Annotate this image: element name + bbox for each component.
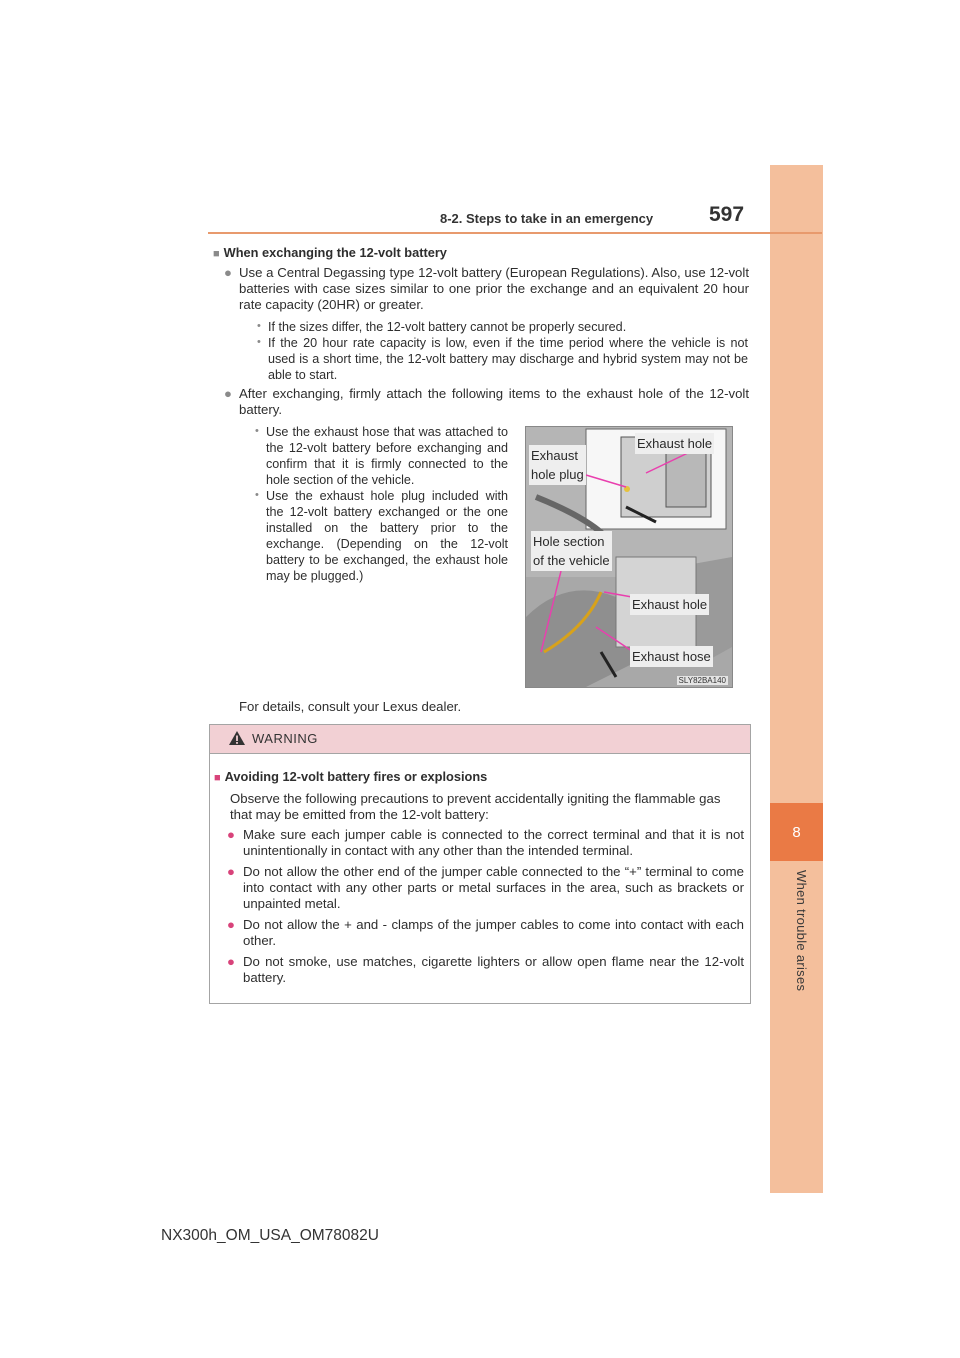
chapter-number-tab[interactable] xyxy=(770,803,823,861)
warning-item: Do not allow the other end of the jumper cable connected to the “+” terminal to come into contact with any other parts or metal surfaces in the area, such as brackets or unpainted metal. xyxy=(243,864,744,912)
chapter-label: When trouble arises xyxy=(794,870,809,992)
document-id: NX300h_OM_USA_OM78082U xyxy=(161,1227,379,1244)
label-exhaust-hole-top: Exhaust hole xyxy=(635,433,714,454)
chapter-number: 8 xyxy=(792,823,801,841)
dot-bullet-icon: • xyxy=(255,425,259,437)
header-rule xyxy=(208,232,822,234)
sub-bullet-text: If the 20 hour rate capacity is low, even if the time period where the vehicle is not used is a short time, the 12-volt battery may discharge and hybrid system may not be able to start. xyxy=(268,336,748,382)
warning-item: Make sure each jumper cable is connected to the correct terminal and that it is not unintentionally in contact with any other than the intended terminal. xyxy=(243,827,744,859)
warning-header xyxy=(210,725,750,754)
square-bullet-icon: ■ xyxy=(213,248,220,260)
circle-bullet-icon: ● xyxy=(227,954,235,969)
sub-bullet-text: Use the exhaust hole plug included with the 12-volt battery exchanged or the one installed on the battery prior to the exchange. (Depending on the 12-volt battery to be exchanged, the exhaust hole may be plugged.) xyxy=(266,489,508,583)
label-exhaust-hose: Exhaust hose xyxy=(630,646,713,667)
warning-item: Do not allow the + and - clamps of the jumper cables to come into contact with each other. xyxy=(243,917,744,949)
label-exhaust-plug: Exhaust hole plug xyxy=(529,445,586,485)
sub-bullet-text: Use the exhaust hose that was attached to the 12-volt battery before exchanging and confirm that it is firmly connected to the hole section of the vehicle. xyxy=(266,425,508,487)
figure-code: SLY82BA140 xyxy=(678,676,726,685)
circle-bullet-icon: ● xyxy=(227,917,235,932)
section-title: 8-2. Steps to take in an emergency xyxy=(440,211,654,226)
circle-bullet-icon: ● xyxy=(224,386,232,401)
content-heading: ■ When exchanging the 12-volt battery xyxy=(213,245,447,260)
circle-bullet-icon: ● xyxy=(224,265,232,280)
page-number: 597 xyxy=(709,203,745,226)
square-bullet-icon: ■ xyxy=(214,772,221,784)
bullet-text: After exchanging, firmly attach the following items to the exhaust hole of the 12-volt battery. xyxy=(239,386,749,418)
dot-bullet-icon: • xyxy=(257,336,261,348)
details-text: For details, consult your Lexus dealer. xyxy=(239,699,462,714)
circle-bullet-icon: ● xyxy=(227,827,235,842)
dot-bullet-icon: • xyxy=(257,320,261,332)
circle-bullet-icon: ● xyxy=(227,864,235,879)
dot-bullet-icon: • xyxy=(255,489,259,501)
warning-title: WARNING xyxy=(252,731,318,746)
warning-heading: ■ Avoiding 12-volt battery fires or explosions xyxy=(214,769,488,784)
chapter-side-tab xyxy=(770,165,823,1193)
label-hole-section: Hole section of the vehicle xyxy=(531,531,612,571)
warning-triangle-icon xyxy=(228,730,246,746)
warning-intro: Observe the following precautions to prevent accidentally igniting the flammable gas that may be emitted from the 12-volt battery: xyxy=(230,791,721,823)
bullet-text: Use a Central Degassing type 12-volt battery (European Regulations). Also, use 12-volt batteries with case sizes similar to one prior the exchange and an equivalent 20 hour rate capacity (20HR) or greater. xyxy=(239,265,749,313)
label-exhaust-hole-mid: Exhaust hole xyxy=(630,594,709,615)
warning-item: Do not smoke, use matches, cigarette lighters or allow open flame near the 12-volt battery. xyxy=(243,954,744,986)
warning-box xyxy=(209,724,751,1004)
battery-exhaust-figure xyxy=(525,426,733,688)
sub-bullet-text: If the sizes differ, the 12-volt battery cannot be properly secured. xyxy=(268,320,627,334)
